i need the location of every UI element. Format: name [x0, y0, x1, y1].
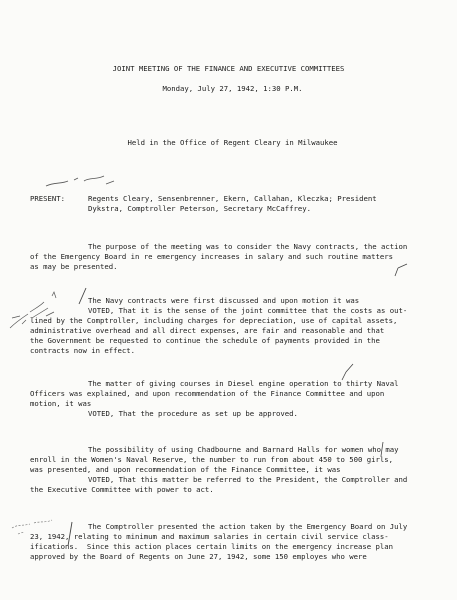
- paragraph-2-line: VOTED, That it is the sense of the joint committee that the costs as out-: [88, 306, 408, 315]
- present-line-2: Dykstra, Comptroller Peterson, Secretary McCaffrey.: [88, 204, 312, 213]
- paragraph-1-line: The purpose of the meeting was to consider the Navy contracts, the action: [88, 242, 408, 251]
- present-line-1: Regents Cleary, Sensenbrenner, Ekern, Callahan, Kleczka; President: [88, 194, 377, 203]
- paragraph-2-line: administrative overhead and all direct expenses, are fair and reasonable and that: [30, 326, 385, 335]
- paragraph-1-line: as may be presented.: [30, 262, 118, 271]
- paragraph-5-line: approved by the Board of Regents on June 27, 1942, some 150 employes who were: [30, 552, 367, 561]
- paragraph-4-line: was presented, and upon recommendation of the Finance Committee, it was: [30, 465, 341, 474]
- paragraph-4-line: the Executive Committee with power to act.: [30, 485, 214, 494]
- meeting-location: Held in the Office of Regent Cleary in Milwaukee: [127, 138, 338, 147]
- paragraph-5-line: The Comptroller presented the action taken by the Emergency Board on July: [88, 522, 408, 531]
- paragraph-5-line: ifications. Since this action places certain limits on the emergency increase plan: [30, 542, 393, 551]
- margin-check-mark: [392, 262, 410, 278]
- paragraph-4-line: enroll in the Women's Naval Reserve, the number to run from about 450 to 500 girls,: [30, 455, 393, 464]
- present-label: PRESENT:: [30, 194, 65, 203]
- paragraph-2-line: lined by the Comptroller, including charges for depreciation, use of capital assets,: [30, 316, 398, 325]
- meeting-title: JOINT MEETING OF THE FINANCE AND EXECUTIVE COMMITTEES: [112, 64, 345, 73]
- meeting-date: Monday, July 27, 1942, 1:30 P.M.: [162, 84, 303, 93]
- paragraph-2-line: The Navy contracts were first discussed and upon motion it was: [88, 296, 360, 305]
- paragraph-4-line: The possibility of using Chadbourne and Barnard Halls for women who may: [88, 445, 399, 454]
- paragraph-3-line: motion, it was: [30, 399, 92, 408]
- paragraph-4-line: VOTED, That this matter be referred to the President, the Comptroller and: [88, 475, 408, 484]
- paragraph-3-line: VOTED, That the procedure as set up be approved.: [88, 409, 298, 418]
- paragraph-5-line: 23, 1942, relating to minimum and maximum salaries in certain civil service class-: [30, 532, 389, 541]
- paragraph-3-line: The matter of giving courses in Diesel engine operation to thirty Naval: [88, 379, 399, 388]
- paragraph-3-line: Officers was explained, and upon recommendation of the Finance Committee and upon: [30, 389, 385, 398]
- handwritten-flourish: [44, 172, 124, 192]
- paragraph-2-line: contracts now in effect.: [30, 346, 135, 355]
- paragraph-2-line: the Government be requested to continue the schedule of payments provided in the: [30, 336, 380, 345]
- paragraph-1-line: of the Emergency Board in re emergency increases in salary and such routine matters: [30, 252, 393, 261]
